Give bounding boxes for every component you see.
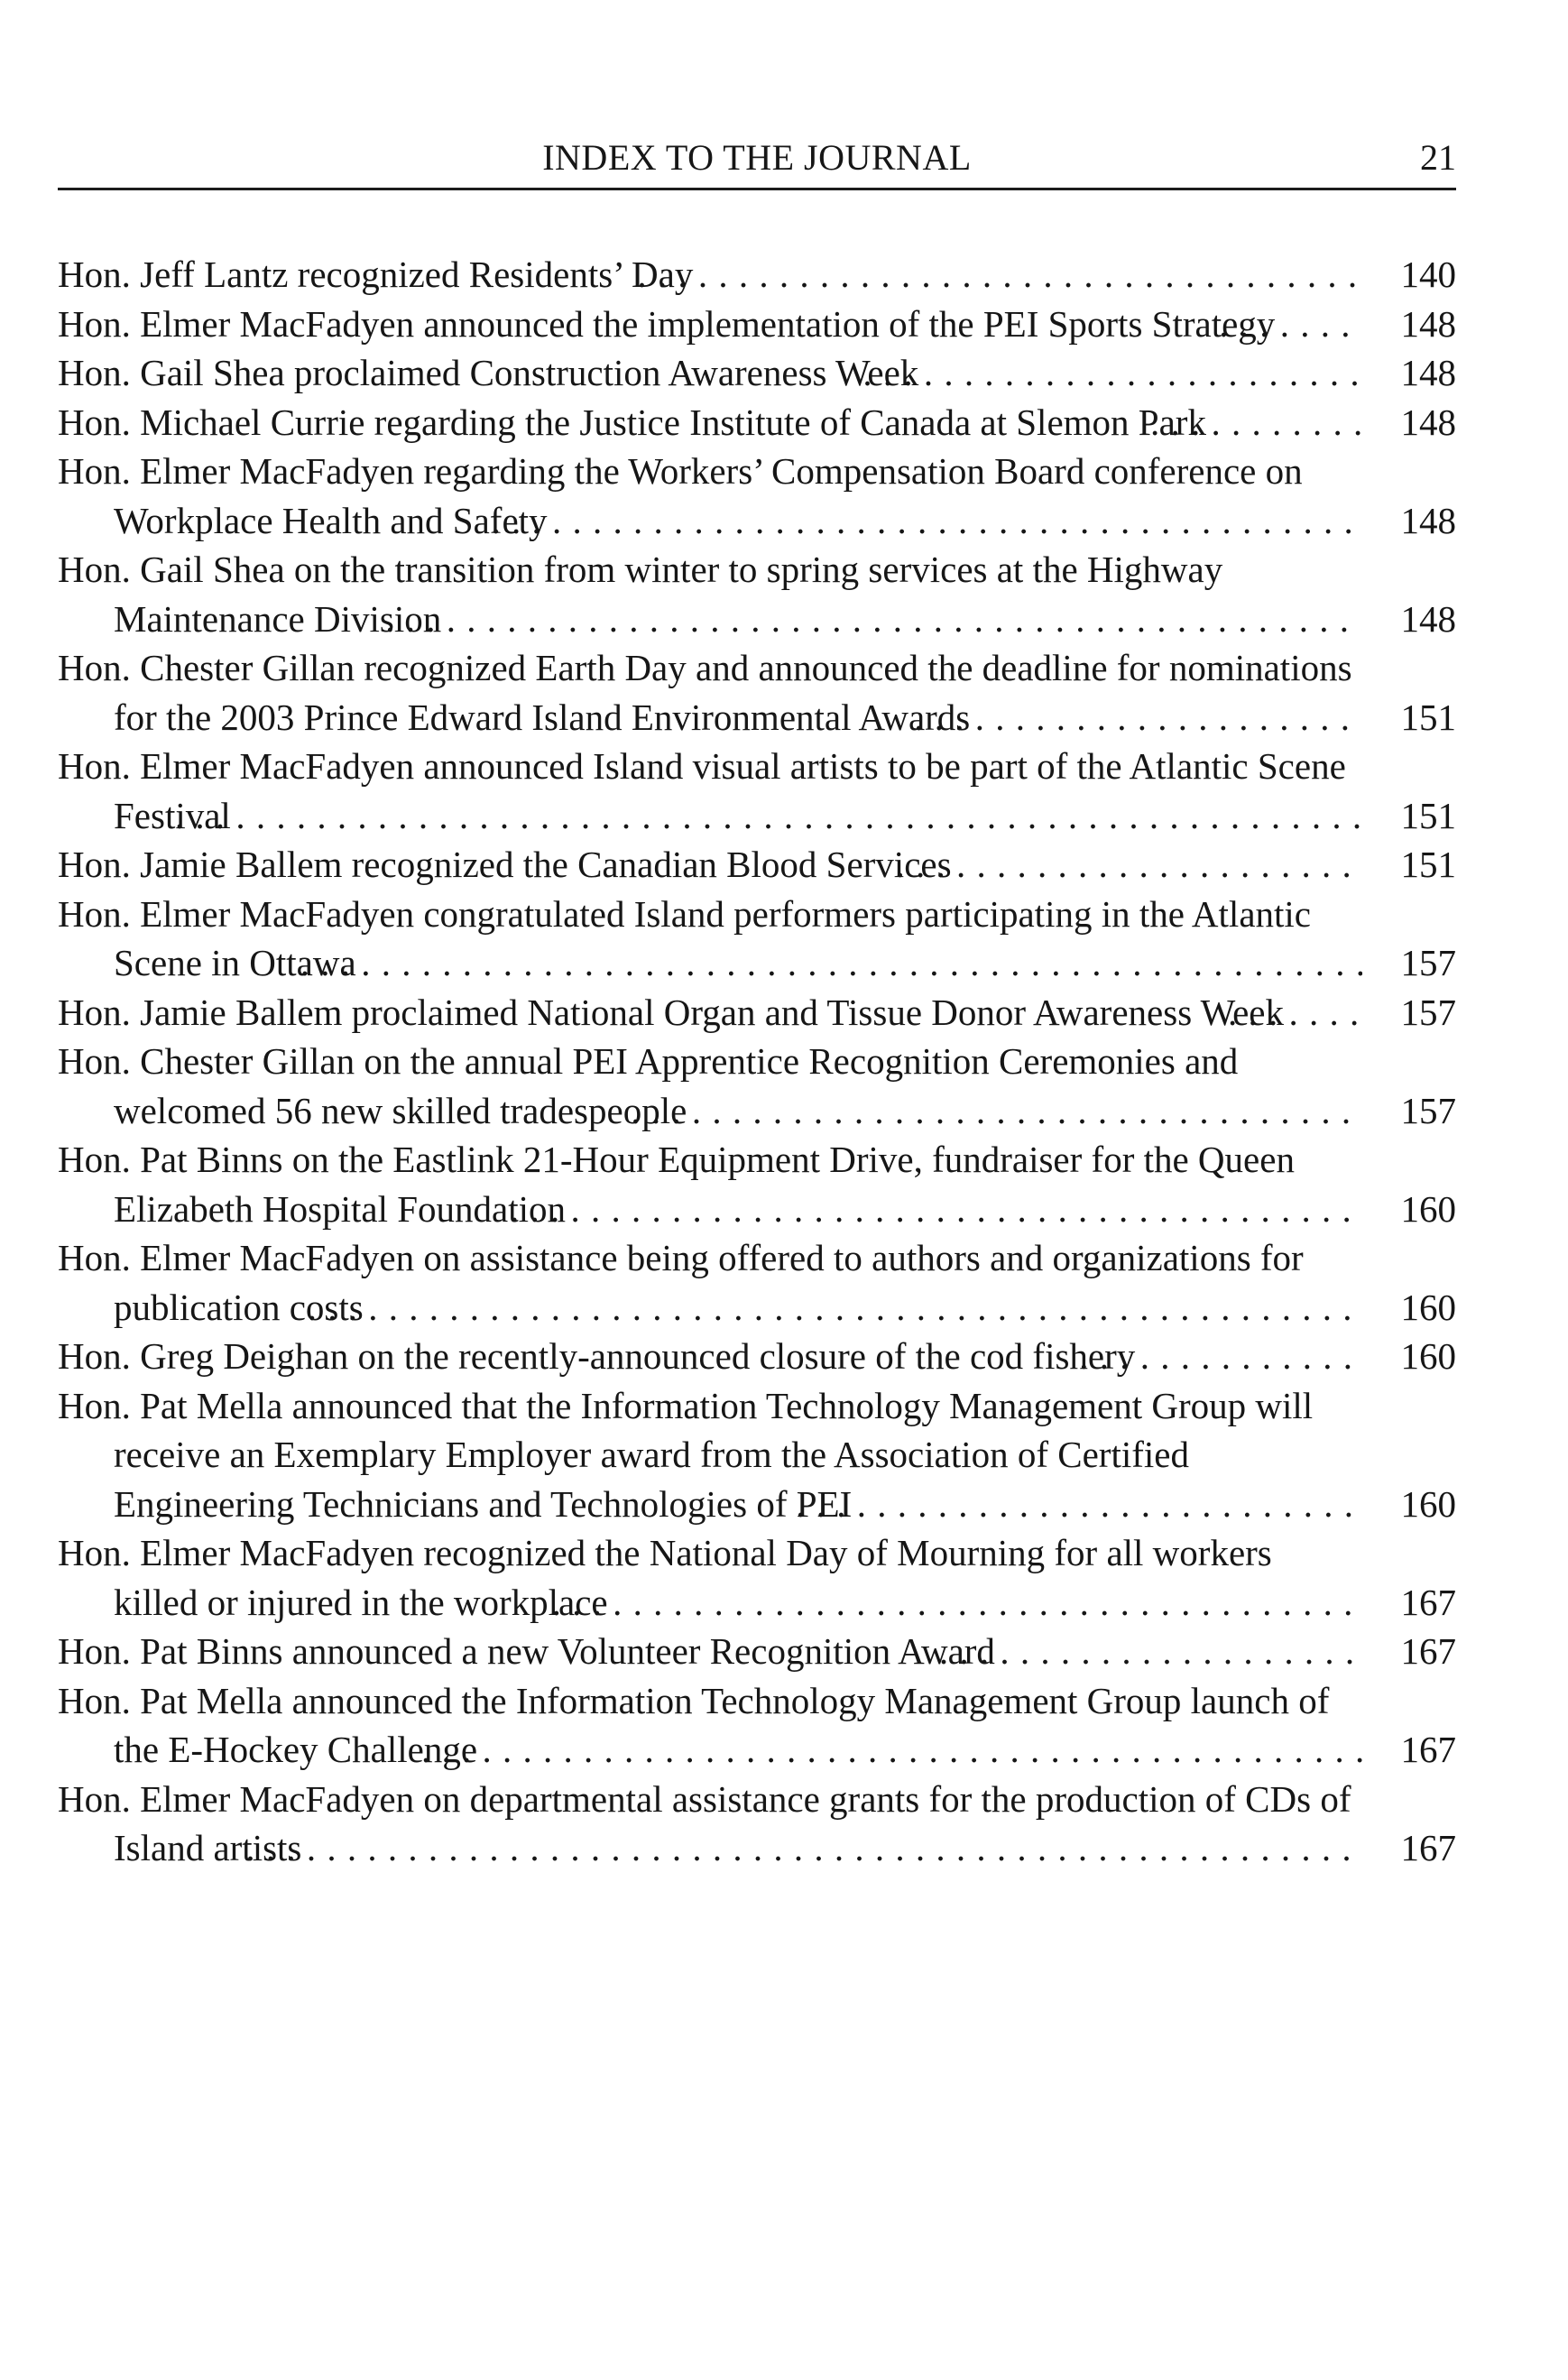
entry-page-number: 151 [1362, 791, 1456, 841]
index-entry [58, 1528, 1456, 1627]
index-entry [58, 840, 1456, 890]
entry-text: Hon. Pat Binns announced a new Volunteer Recognition Award . . . [58, 1630, 995, 1672]
entry-text: Hon. Gail Shea proclaimed Construction Awareness Week . . . [58, 352, 918, 393]
entry-page-number: 148 [1362, 300, 1456, 349]
index-entry [58, 1381, 1456, 1529]
index-entry [58, 1037, 1456, 1135]
entry-page-number: 160 [1362, 1283, 1456, 1333]
entry-page-number: 167 [1362, 1725, 1456, 1775]
index-entry [58, 1233, 1456, 1332]
index-entry [58, 447, 1456, 545]
index-entry [58, 545, 1456, 643]
entry-page-number: 148 [1362, 348, 1456, 398]
entry-page-number: 160 [1362, 1185, 1456, 1234]
entry-page-number: 148 [1362, 595, 1456, 644]
entry-page-number: 157 [1362, 988, 1456, 1038]
index-entry [58, 643, 1456, 742]
index-entry [58, 1775, 1456, 1873]
index-entry [58, 348, 1456, 398]
entry-text: Hon. Jamie Ballem recognized the Canadian Blood Services . . . [58, 844, 952, 885]
entry-page-number: 167 [1362, 1823, 1456, 1873]
entry-text: Hon. Chester Gillan recognized Earth Day and announced the deadline for nominations for the 2003 Prince Edward Island Environmental Awards . . . [58, 647, 1352, 738]
entry-text: Hon. Pat Mella announced that the Information Technology Management Group will receive an Exemplary Employer award from the Association of Certified Engineering Technicians and Technologies of PEI . . . [58, 1385, 1313, 1525]
entry-text: Hon. Elmer MacFadyen regarding the Workers’ Compensation Board conference on Workplace Health and Safety . . . [58, 450, 1303, 541]
index-page [58, 135, 1456, 1873]
entry-page-number: 148 [1362, 496, 1456, 546]
entry-page-number: 151 [1362, 693, 1456, 743]
entry-page-number: 167 [1362, 1627, 1456, 1676]
header-rule [58, 188, 1456, 190]
entry-page-number: 140 [1362, 250, 1456, 300]
index-entry [58, 250, 1456, 300]
entry-page-number: 148 [1362, 398, 1456, 447]
entry-text: Hon. Elmer MacFadyen on assistance being offered to authors and organizations for publication costs . . . [58, 1237, 1304, 1328]
page-title: INDEX TO THE JOURNAL [542, 137, 972, 178]
entry-text: Hon. Elmer MacFadyen announced the implementation of the PEI Sports Strategy . . . [58, 303, 1275, 345]
entry-page-number: 167 [1362, 1578, 1456, 1628]
index-entry [58, 300, 1456, 349]
entry-page-number: 157 [1362, 938, 1456, 988]
entry-text: Hon. Elmer MacFadyen on departmental assistance grants for the production of CDs of Island artists . . . [58, 1778, 1351, 1869]
entry-text: Hon. Gail Shea on the transition from winter to spring services at the Highway Maintenance Division . . . [58, 549, 1222, 640]
entry-text: Hon. Elmer MacFadyen congratulated Island performers participating in the Atlantic Scene in Ottawa . . . [58, 893, 1311, 984]
index-entry [58, 398, 1456, 447]
entry-text: Hon. Pat Mella announced the Information Technology Management Group launch of the E-Hockey Challenge . . . [58, 1680, 1329, 1771]
entry-page-number: 160 [1362, 1480, 1456, 1529]
index-entry [58, 1135, 1456, 1233]
page-number: 21 [1420, 137, 1456, 178]
index-entry [58, 1627, 1456, 1676]
index-entry [58, 742, 1456, 840]
entry-text: Hon. Jamie Ballem proclaimed National Organ and Tissue Donor Awareness Week . . . [58, 992, 1284, 1033]
entry-text: Hon. Elmer MacFadyen announced Island visual artists to be part of the Atlantic Scene Festival . . . [58, 745, 1346, 836]
running-header [58, 135, 1456, 180]
index-entry [58, 988, 1456, 1038]
entry-page-number: 151 [1362, 840, 1456, 890]
entry-text: Hon. Chester Gillan on the annual PEI Apprentice Recognition Ceremonies and welcomed 56 new skilled tradespeople . . . [58, 1040, 1238, 1131]
entry-text: Hon. Elmer MacFadyen recognized the National Day of Mourning for all workers killed or injured in the workplace . . . [58, 1532, 1272, 1623]
entry-text: Hon. Michael Currie regarding the Justice Institute of Canada at Slemon Park . . . [58, 401, 1206, 443]
index-entries [58, 250, 1456, 1873]
entry-text: Hon. Jeff Lantz recognized Residents’ Day . . . [58, 254, 693, 295]
entry-text: Hon. Greg Deighan on the recently-announced closure of the cod fishery . . . [58, 1335, 1135, 1377]
index-entry [58, 890, 1456, 988]
entry-text: Hon. Pat Binns on the Eastlink 21-Hour Equipment Drive, fundraiser for the Queen Elizabeth Hospital Foundation . . . [58, 1139, 1295, 1230]
entry-page-number: 160 [1362, 1332, 1456, 1381]
index-entry [58, 1676, 1456, 1775]
index-entry [58, 1332, 1456, 1381]
entry-page-number: 157 [1362, 1086, 1456, 1136]
